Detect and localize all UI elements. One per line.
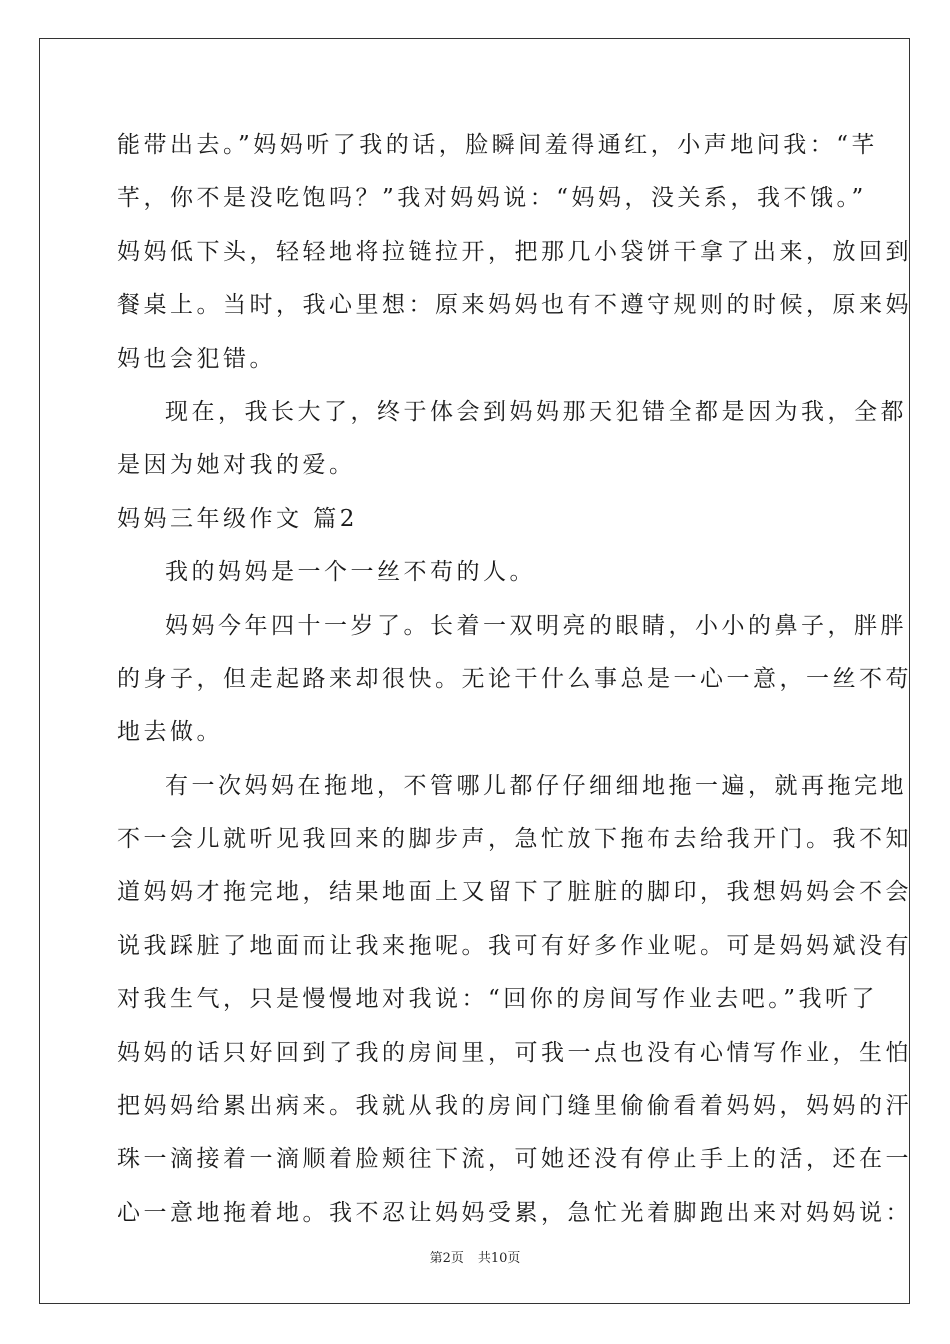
text-line: 地去做。 [117, 719, 223, 746]
text-line: 妈妈低下头，轻轻地将拉链拉开，把那几小袋饼干拿了出来，放回到 [117, 238, 912, 265]
text-line: 的身子，但走起路来却很快。无论干什么事总是一心一意，一丝不苟 [117, 665, 912, 692]
text-line: 心一意地拖着地。我不忍让妈妈受累，急忙光着脚跑出来对妈妈说： [117, 1199, 912, 1226]
paragraph-start-line: 有一次妈妈在拖地，不管哪儿都仔仔细细地拖一遍，就再拖完地 [165, 772, 907, 799]
document-body [117, 125, 912, 1246]
page-number: 第2页 [429, 1251, 464, 1266]
paragraph-start-line: 妈妈今年四十一岁了。长着一双明亮的眼睛，小小的鼻子，胖胖 [165, 612, 907, 639]
text-line: 能带出去。”妈妈听了我的话，脸瞬间羞得通红，小声地问我：“芊 [117, 132, 879, 158]
text-line: 餐桌上。当时，我心里想：原来妈妈也有不遵守规则的时候，原来妈 [117, 292, 912, 319]
paragraph-start-line: 我的妈妈是一个一丝不苟的人。 [165, 559, 536, 586]
page-total: 共10页 [477, 1251, 521, 1266]
text-line: 芊，你不是没吃饱吗？”我对妈妈说：“妈妈，没关系，我不饿。” [117, 185, 867, 212]
text-line: 说我踩脏了地面而让我来拖呢。我可有好多作业呢。可是妈妈斌没有 [117, 932, 912, 959]
text-line: 是因为她对我的爱。 [117, 452, 356, 479]
paragraph-start-line: 现在，我长大了，终于体会到妈妈那天犯错全都是因为我，全都 [165, 398, 907, 425]
text-line: 妈妈的话只好回到了我的房间里，可我一点也没有心情写作业，生怕 [117, 1039, 912, 1066]
text-line: 不一会儿就听见我回来的脚步声，急忙放下拖布去给我开门。我不知 [117, 826, 912, 853]
text-line: 把妈妈给累出病来。我就从我的房间门缝里偷偷看着妈妈，妈妈的汗 [117, 1093, 912, 1120]
text-line: 妈也会犯错。 [117, 345, 276, 372]
text-line: 对我生气，只是慢慢地对我说：“回你的房间写作业去吧。”我听了 [117, 986, 879, 1013]
page-footer [0, 1247, 950, 1266]
section-heading: 妈妈三年级作文 篇2 [117, 505, 358, 532]
text-line: 道妈妈才拖完地，结果地面上又留下了脏脏的脚印，我想妈妈会不会 [117, 879, 912, 906]
text-line: 珠一滴接着一滴顺着脸颊往下流，可她还没有停止手上的活，还在一 [117, 1146, 912, 1173]
